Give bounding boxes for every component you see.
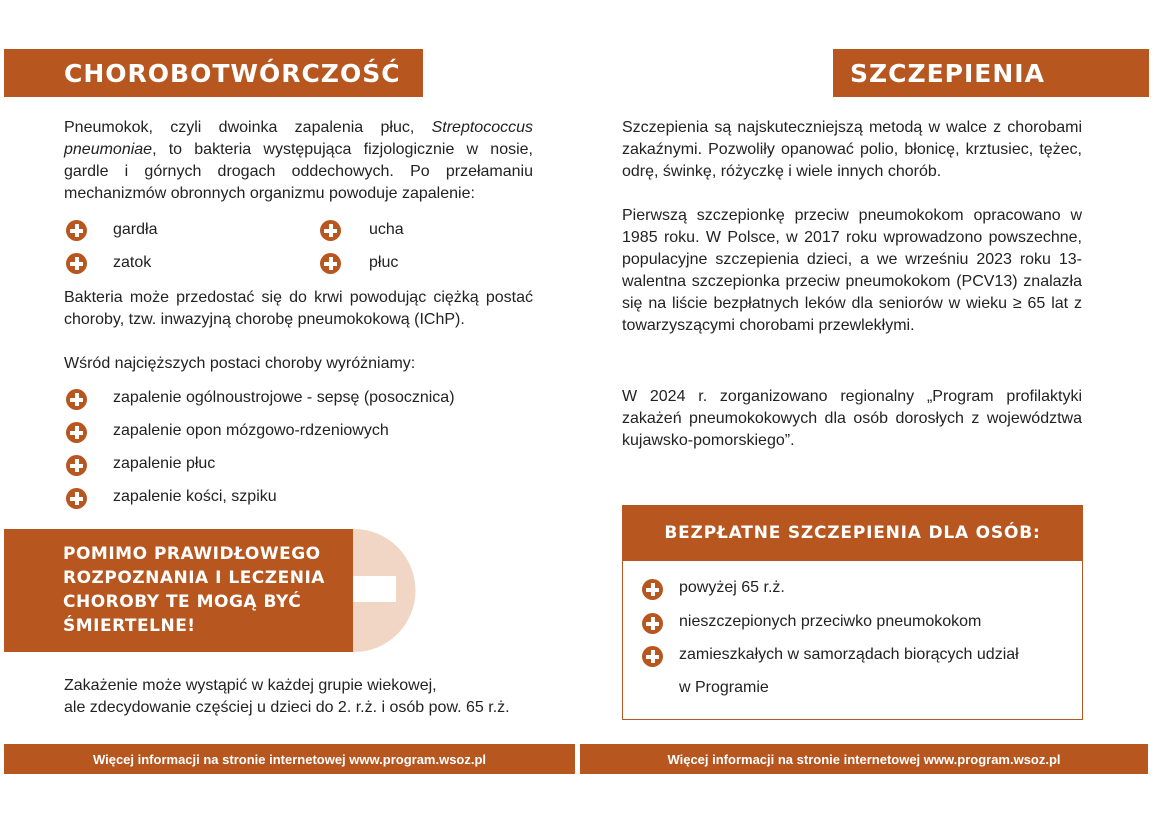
plus-circle-icon <box>66 455 87 476</box>
eligibility-item-continuation: w Programie <box>679 679 769 696</box>
footer-right[interactable]: Więcej informacji na stronie internetowej www.program.wsoz.pl <box>580 744 1148 774</box>
severe-form-item: zapalenie ogólnoustrojowe - sepsę (posocznica) <box>113 389 455 406</box>
warning-box <box>4 529 353 652</box>
plus-circle-icon <box>66 253 87 274</box>
warning-line: ROZPOZNANIA I LECZENIA <box>63 568 325 588</box>
eligibility-item: powyżej 65 r.ż. <box>679 579 785 596</box>
plus-circle-icon <box>66 220 87 241</box>
warning-line: POMIMO PRAWIDŁOWEGO <box>63 544 321 564</box>
severe-intro: Wśród najcięższych postaci choroby wyróżniamy: <box>64 355 416 372</box>
footer-left[interactable]: Więcej informacji na stronie internetowej www.program.wsoz.pl <box>4 744 575 774</box>
free-vaccination-title: BEZPŁATNE SZCZEPIENIA DLA OSÓB: <box>622 505 1083 561</box>
intro-text-1: Pneumokok, czyli dwoinka zapalenia płuc, <box>64 119 432 136</box>
vaccination-paragraph-1: Szczepienia są najskuteczniejszą metodą w walce z chorobami zakaźnymi. Pozwoliły opanować polio, błonicę, krztusiec, tężec, odrę, świnkę, różyczkę i wiele innych chorób. <box>622 119 1082 180</box>
infection-line: ale zdecydowanie częściej u dzieci do 2. r.ż. i osób pow. 65 r.ż. <box>64 699 510 716</box>
warning-line: CHOROBY TE MOGĄ BYĆ <box>63 592 302 612</box>
plus-circle-icon <box>642 613 663 634</box>
severe-form-item: zapalenie opon mózgowo-rdzeniowych <box>113 422 389 439</box>
bacteria-paragraph: Bakteria może przedostać się do krwi powodując ciężką postać choroby, tzw. inwazyjną chorobę pneumokokową (IChP). <box>64 289 533 328</box>
severe-form-item: zapalenie kości, szpiku <box>113 488 277 505</box>
inflammation-item: zatok <box>113 254 152 271</box>
plus-circle-icon <box>320 253 341 274</box>
infection-line: Zakażenie może wystąpić w każdej grupie wiekowej, <box>64 677 437 694</box>
section-title-szczepienia: SZCZEPIENIA <box>833 49 1149 97</box>
species-name: Streptococcus pneumoniae <box>64 119 533 158</box>
infection-paragraph <box>64 675 510 719</box>
section-title-chorobotworczosc: CHOROBOTWÓRCZOŚĆ <box>4 49 423 97</box>
plus-circle-icon <box>642 579 663 600</box>
eligibility-item: nieszczepionych przeciwko pneumokokom <box>679 613 982 630</box>
severe-form-item: zapalenie płuc <box>113 455 216 472</box>
intro-text-2: , to bakteria występująca fizjologicznie w nosie, gardle i górnych drogach oddechowych. Po przełamaniu mechanizmów obronnych organizmu powoduje zapalenie: <box>64 141 533 202</box>
plus-circle-icon <box>642 646 663 667</box>
warning-line: ŚMIERTELNE! <box>63 616 196 636</box>
plus-circle-icon <box>320 220 341 241</box>
inflammation-item: płuc <box>369 254 399 271</box>
inflammation-item: gardła <box>113 221 158 238</box>
vaccination-paragraph-3: W 2024 r. zorganizowano regionalny „Program profilaktyki zakażeń pneumokokowych dla osób dorosłych z województwa kujawsko-pomorskiego”. <box>622 388 1082 449</box>
eligibility-item: zamieszkałych w samorządach biorących udział <box>679 646 1019 663</box>
plus-circle-icon <box>66 422 87 443</box>
vaccination-paragraph-2: Pierwszą szczepionkę przeciw pneumokokom opracowano w 1985 roku. W Polsce, w 2017 roku wprowadzono powszechne, populacyjne szczepienia dzieci, a we wrześniu 2023 roku 13-walentna szczepionka przeciw pneumokokom (PCV13) znalazła się na liście bezpłatnych leków dla seniorów w wieku ≥ 65 lat z towarzyszącymi chorobami przewlekłymi. <box>622 207 1082 334</box>
intro-paragraph <box>64 117 533 205</box>
plus-circle-icon <box>66 389 87 410</box>
inflammation-item: ucha <box>369 221 404 238</box>
plus-circle-icon <box>66 488 87 509</box>
